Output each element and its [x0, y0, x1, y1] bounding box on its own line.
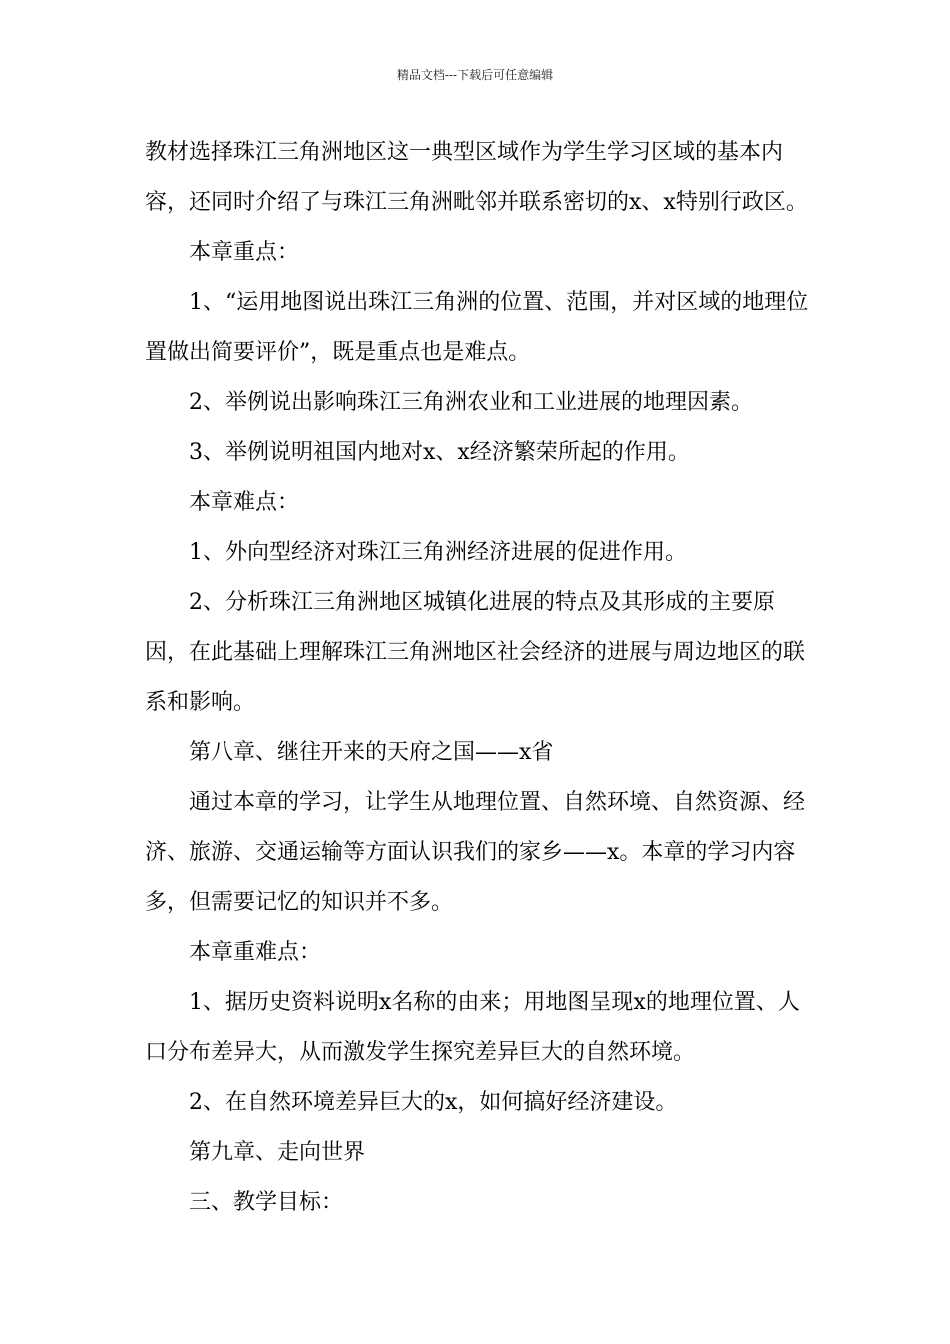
chapter-8-intro: 通过本章的学习，让学生从地理位置、自然环境、自然资源、经济、旅游、交通运输等方面认识我们的家乡——x。本章的学习内容多，但需要记忆的知识并不多。 [145, 790, 806, 915]
heading-difficulties: 本章难点： [189, 490, 300, 515]
document-body [145, 128, 815, 1228]
key-difficulty-1: 1、据历史资料说明x名称的由来；用地图呈现x的地理位置、人口分布差异大，从而激发学生探究差异巨大的自然环境。 [145, 990, 800, 1065]
key-point-2: 2、举例说出影响珠江三角洲农业和工业进展的地理因素。 [189, 390, 753, 415]
section-teaching-goals: 三、教学目标： [189, 1190, 344, 1215]
page-header: 精品文档---下载后可任意编辑 [396, 68, 554, 82]
paragraph-intro: 教材选择珠江三角洲地区这一典型区域作为学生学习区域的基本内容，还同时介绍了与珠江三角洲毗邻并联系密切的x、x特别行政区。 [145, 140, 808, 215]
key-point-1: 1、“运用地图说出珠江三角洲的位置、范围，并对区域的地理位置做出简要评价”，既是重点也是难点。 [145, 290, 809, 365]
difficulty-1: 1、外向型经济对珠江三角洲经济进展的促进作用。 [189, 540, 687, 565]
chapter-8-title: 第八章、继往开来的天府之国——x省 [189, 740, 554, 765]
difficulty-2: 2、分析珠江三角洲地区城镇化进展的特点及其形成的主要原因，在此基础上理解珠江三角洲地区社会经济的进展与周边地区的联系和影响。 [145, 590, 806, 715]
heading-key-difficulties: 本章重难点： [189, 940, 322, 965]
heading-key-points: 本章重点： [189, 240, 300, 265]
key-point-3: 3、举例说明祖国内地对x、x经济繁荣所起的作用。 [189, 440, 690, 465]
chapter-9-title: 第九章、走向世界 [189, 1140, 366, 1165]
key-difficulty-2: 2、在自然环境差异巨大的x，如何搞好经济建设。 [189, 1090, 678, 1115]
